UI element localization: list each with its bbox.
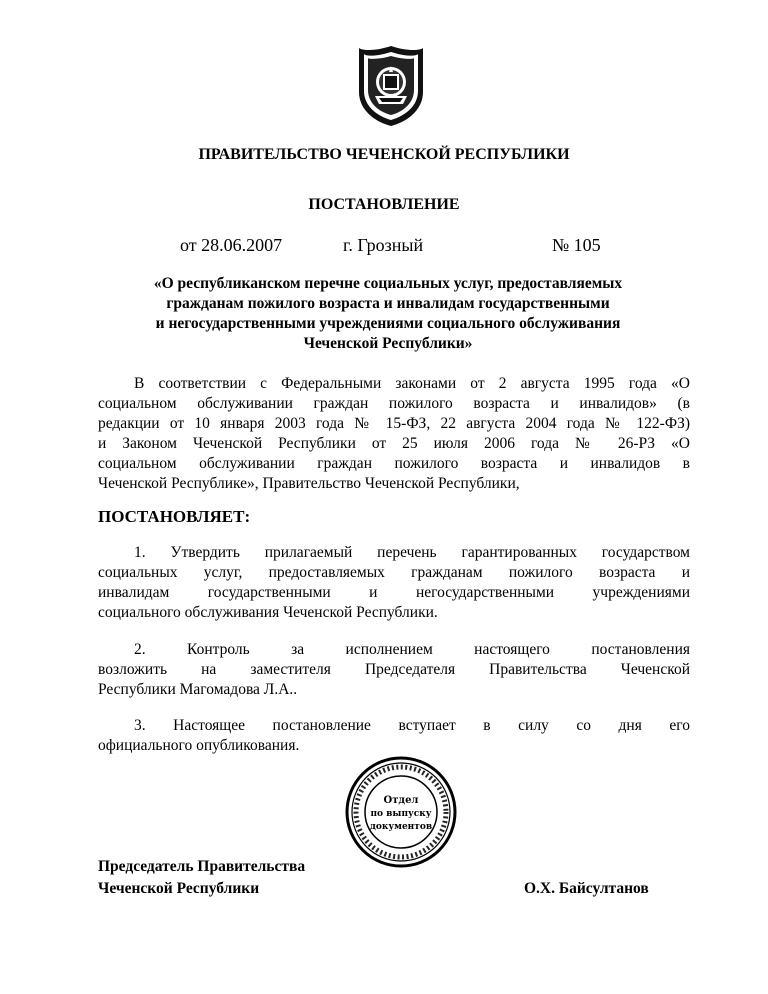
decree-item-1 <box>98 543 690 623</box>
title-line: «О республиканском перечне социальных услуг, предоставляемых <box>153 275 623 292</box>
stamp-line: по выпуску <box>370 809 432 819</box>
preamble-line: и Законом Чеченской Республики от 25 июля 2006 года № 26-РЗ «О <box>98 435 690 452</box>
signatory-position <box>98 856 305 900</box>
item-line: 1. Утвердить прилагаемый перечень гарантированных государством <box>134 544 690 561</box>
title-line: гражданам пожилого возраста и инвалидам государственными <box>166 295 610 312</box>
signatory-name: О.Х. Байсултанов <box>524 880 649 897</box>
position-line: Председатель Правительства <box>98 858 306 875</box>
decree-title <box>90 274 686 354</box>
coat-of-arms-icon <box>357 44 425 128</box>
official-round-stamp-icon <box>344 755 458 869</box>
item-line: возложить на заместителя Председателя Правительства Чеченской <box>98 661 690 678</box>
resolve-heading: ПОСТАНОВЛЯЕТ: <box>98 507 251 526</box>
document-type: ПОСТАНОВЛЕНИЕ <box>308 196 460 213</box>
stamp-line: Отдел <box>383 795 419 806</box>
item-line: социальных услуг, предоставляемых гражданам пожилого возраста и <box>98 564 690 581</box>
preamble-line: Чеченской Республике», Правительство Чеченской Республики, <box>98 475 520 492</box>
preamble-line: социальном обслуживании граждан пожилого возраста и инвалидов в <box>98 455 690 472</box>
decree-city: г. Грозный <box>343 235 424 255</box>
preamble-line: социальном обслуживании граждан пожилого возраста и инвалидов» (в <box>98 395 690 412</box>
decree-date: от 28.06.2007 <box>180 235 283 255</box>
item-line: инвалидам государственными и негосударственными учреждениями <box>98 584 690 601</box>
decree-number: № 105 <box>552 235 601 255</box>
stamp-line: документов <box>369 822 433 832</box>
item-line: 2. Контроль за исполнением настоящего постановления <box>134 641 690 658</box>
government-name: ПРАВИТЕЛЬСТВО ЧЕЧЕНСКОЙ РЕСПУБЛИКИ <box>198 146 570 163</box>
title-line: Чеченской Республики» <box>303 335 473 352</box>
title-line: и негосударственными учреждениями социального обслуживания <box>155 315 621 332</box>
preamble-line: редакции от 10 января 2003 года № 15-ФЗ, 22 августа 2004 года № 122-ФЗ) <box>98 415 690 432</box>
position-line: Чеченской Республики <box>98 880 260 897</box>
decree-item-2 <box>98 640 690 700</box>
preamble-paragraph <box>98 374 690 494</box>
item-line: 3. Настоящее постановление вступает в силу со дня его <box>134 717 690 734</box>
decree-item-3 <box>98 716 690 756</box>
item-line: Республики Магомадова Л.А.. <box>98 681 298 698</box>
item-line: социального обслуживания Чеченской Республики. <box>98 604 438 621</box>
item-line: официального опубликования. <box>98 737 300 754</box>
preamble-line: В соответствии с Федеральными законами от 2 августа 1995 года «О <box>134 375 690 392</box>
